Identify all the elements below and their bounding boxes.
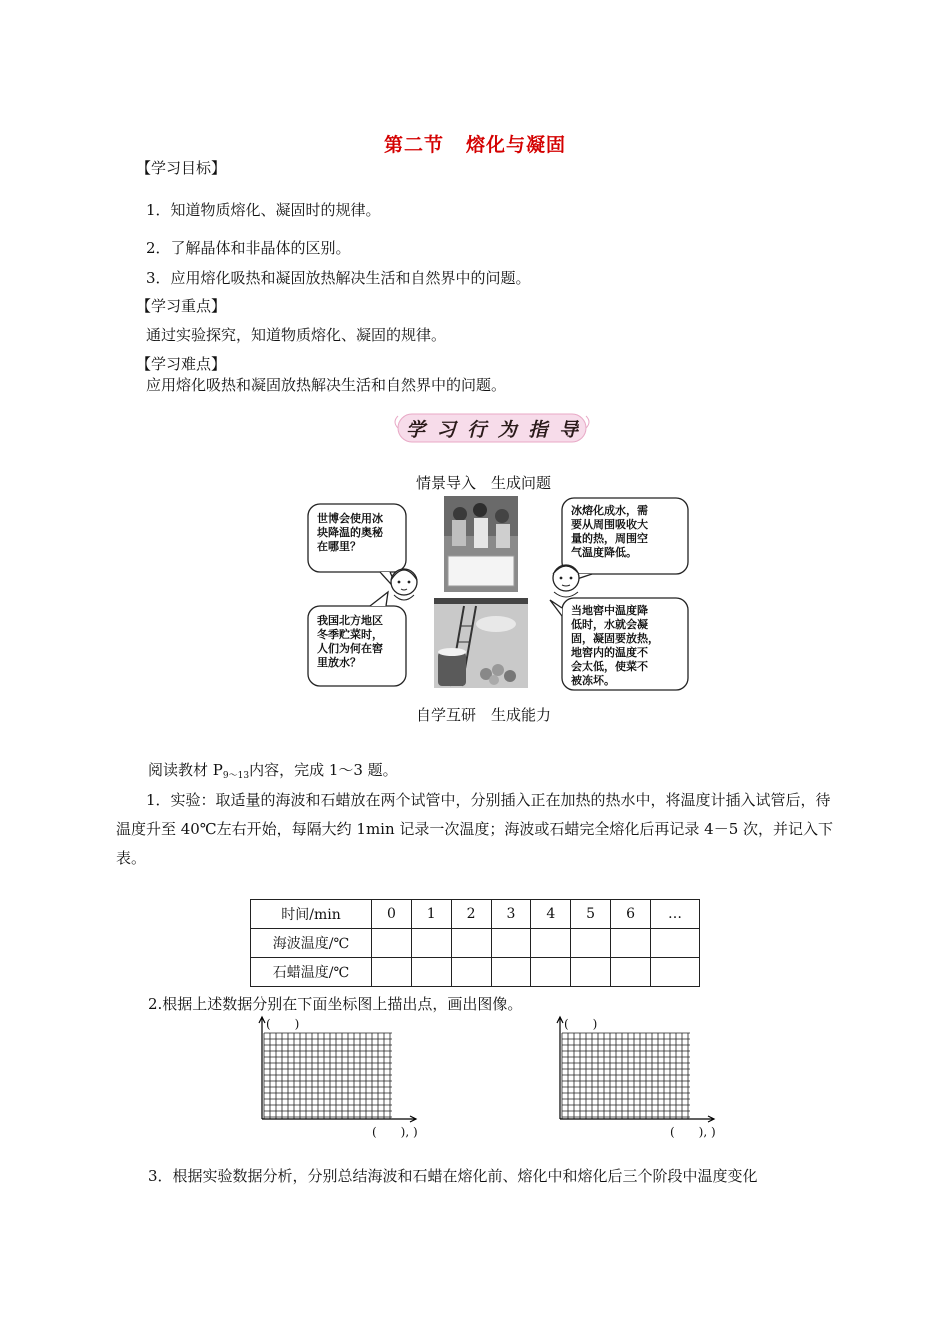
goal-item-2: 2．了解晶体和非晶体的区别。 bbox=[146, 239, 351, 257]
table-cell-empty[interactable] bbox=[571, 958, 611, 987]
table-row-label: 石蜡温度/℃ bbox=[251, 958, 372, 987]
table-row bbox=[251, 929, 700, 958]
table-cell-empty[interactable] bbox=[451, 958, 491, 987]
table-cell-empty[interactable] bbox=[451, 929, 491, 958]
question-3-text: 3．根据实验数据分析，分别总结海波和石蜡在熔化前、熔化中和熔化后三个阶段中温度变化 bbox=[148, 1167, 758, 1185]
y-axis-label: ( ) bbox=[266, 1017, 300, 1031]
y-axis-label: ( ) bbox=[564, 1017, 598, 1031]
table-cell-empty[interactable] bbox=[571, 929, 611, 958]
section-number: 第二节 bbox=[383, 134, 444, 156]
graph-left[interactable] bbox=[254, 1015, 424, 1145]
question-1-text: 1．实验：取适量的海波和石蜡放在两个试管中，分别插入正在加热的热水中，将温度计插入试管后，待温度升至 40℃左右开始，每隔大约 1min 记录一次温度；海波或石蜡完全熔化后再记录 4－5 次，并记入下表。 bbox=[116, 791, 834, 867]
keypoint-heading: 【学习重点】 bbox=[136, 297, 227, 315]
photo-cellar bbox=[434, 598, 528, 688]
banner-char: 为 bbox=[497, 419, 517, 441]
page-range: 9～13 bbox=[222, 771, 250, 781]
bubble-question-1: 世博会使用冰 块降温的奥秘 在哪里？ bbox=[317, 512, 383, 553]
table-cell-empty[interactable] bbox=[531, 929, 571, 958]
table-cell-empty[interactable] bbox=[531, 958, 571, 987]
boy-figure bbox=[553, 565, 579, 597]
table-header-row bbox=[251, 900, 700, 929]
table-cell: 时间/min bbox=[251, 900, 372, 929]
guidance-banner bbox=[392, 410, 592, 446]
page-title bbox=[0, 130, 950, 157]
table-cell-empty[interactable] bbox=[411, 958, 451, 987]
goals-heading: 【学习目标】 bbox=[136, 159, 227, 177]
table-cell: 1 bbox=[411, 900, 451, 929]
table-cell: 4 bbox=[531, 900, 571, 929]
table-row-label: 海波温度/℃ bbox=[251, 929, 372, 958]
goal-item-1: 1．知道物质熔化、凝固时的规律。 bbox=[146, 201, 381, 219]
table-cell-empty[interactable] bbox=[491, 929, 531, 958]
table-cell-empty[interactable] bbox=[611, 958, 651, 987]
section-scenario-heading: 情景导入 生成问题 bbox=[416, 474, 552, 492]
question-2-text: 2.根据上述数据分别在下面坐标图上描出点，画出图像。 bbox=[148, 995, 523, 1013]
table-cell-empty[interactable] bbox=[651, 929, 700, 958]
table-cell: 3 bbox=[491, 900, 531, 929]
table-cell-empty[interactable] bbox=[372, 958, 412, 987]
bubble-answer-2: 当地窖中温度降 低时，水就会凝 固，凝固要放热， 地窖内的温度不 会太低，使菜不 被冻坏。 bbox=[571, 604, 659, 687]
bubble-question-2: 我国北方地区 冬季贮菜时， 人们为何在窖 里放水？ bbox=[317, 614, 383, 669]
difficulty-heading: 【学习难点】 bbox=[136, 355, 227, 373]
banner-char: 指 bbox=[528, 419, 548, 441]
table-cell: 5 bbox=[571, 900, 611, 929]
temperature-table bbox=[250, 899, 700, 987]
x-axis-label: ( ), ) bbox=[372, 1125, 418, 1139]
banner-char: 导 bbox=[558, 419, 578, 441]
banner-char: 习 bbox=[436, 419, 456, 441]
keypoint-text: 通过实验探究，知道物质熔化、凝固的规律。 bbox=[146, 326, 447, 344]
photo-ice-cooling bbox=[444, 496, 518, 592]
banner-char: 学 bbox=[406, 419, 426, 441]
table-cell: 6 bbox=[611, 900, 651, 929]
section-selfstudy-heading: 自学互研 生成能力 bbox=[416, 706, 552, 724]
table-cell: 2 bbox=[451, 900, 491, 929]
bubble-answer-1: 冰熔化成水，需 要从周围吸收大 量的热，周围空 气温度降低。 bbox=[571, 504, 648, 559]
banner-char: 行 bbox=[467, 419, 487, 441]
reading-instruction: 阅读教材 $P_{9\sim 13}$内容，完成 1～3 题。 bbox=[148, 761, 398, 781]
x-axis-label: ( ), ) bbox=[670, 1125, 716, 1139]
table-cell-empty[interactable] bbox=[411, 929, 451, 958]
difficulty-text: 应用熔化吸热和凝固放热解决生活和自然界中的问题。 bbox=[146, 376, 507, 394]
girl-figure bbox=[391, 569, 417, 600]
table-cell-empty[interactable] bbox=[372, 929, 412, 958]
table-cell-empty[interactable] bbox=[651, 958, 700, 987]
goal-item-3: 3．应用熔化吸热和凝固放热解决生活和自然界中的问题。 bbox=[146, 269, 531, 287]
table-cell: 0 bbox=[372, 900, 412, 929]
table-cell: … bbox=[651, 900, 700, 929]
section-name: 熔化与凝固 bbox=[466, 134, 567, 156]
table-cell-empty[interactable] bbox=[611, 929, 651, 958]
table-cell-empty[interactable] bbox=[491, 958, 531, 987]
table-row bbox=[251, 958, 700, 987]
graph-right[interactable] bbox=[552, 1015, 722, 1145]
